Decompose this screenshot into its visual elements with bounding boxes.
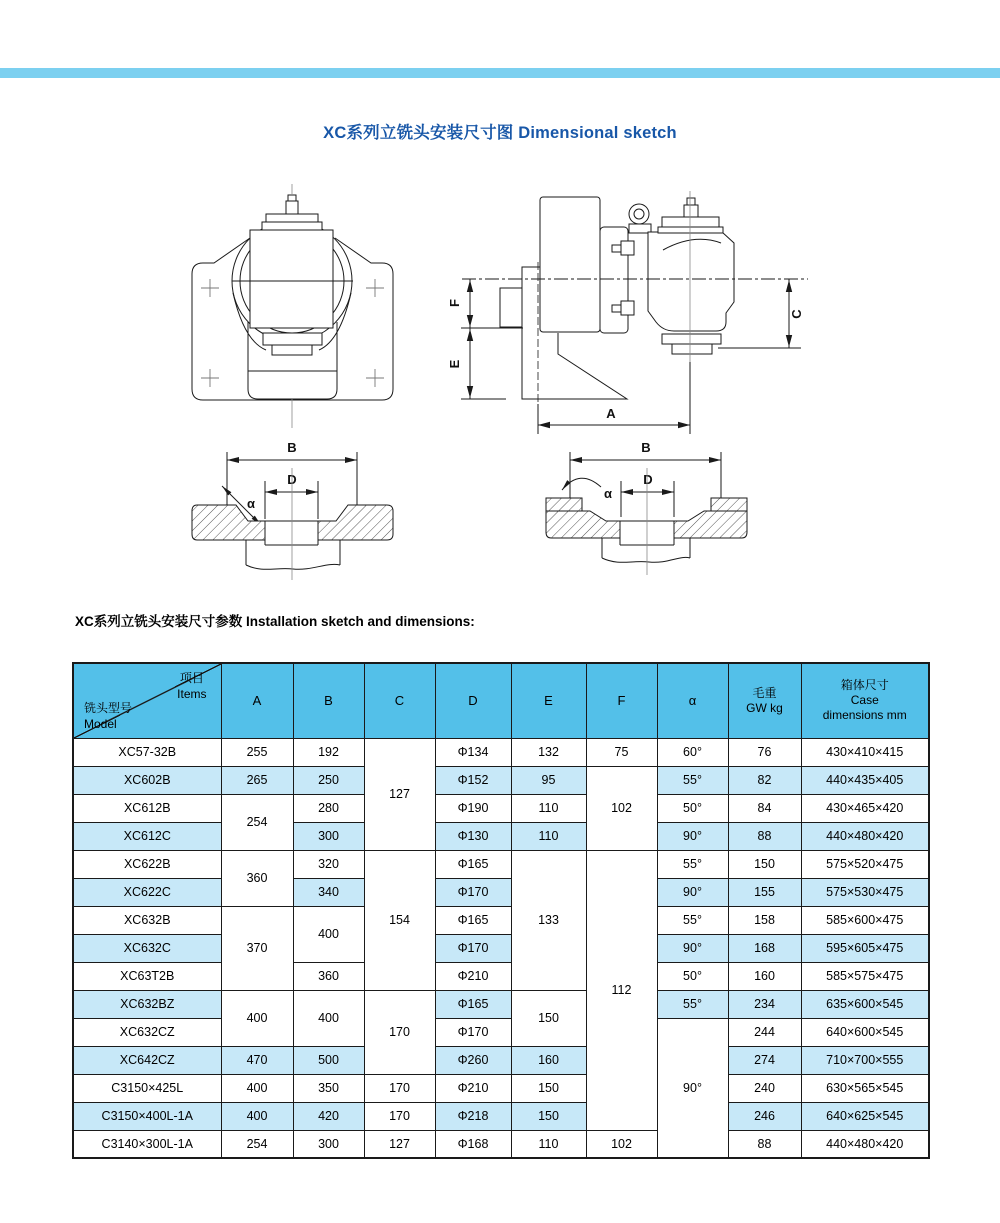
cell-e: 160 xyxy=(511,1046,586,1074)
model-cell: XC57-32B xyxy=(73,738,221,766)
model-cell: XC642CZ xyxy=(73,1046,221,1074)
column-header-label: E xyxy=(544,693,553,709)
cell-c: 170 xyxy=(364,990,435,1074)
cell-gw: 240 xyxy=(728,1074,801,1102)
cell-e: 133 xyxy=(511,850,586,990)
model-cell: C3150×400L-1A xyxy=(73,1102,221,1130)
column-header-label: D xyxy=(468,693,478,709)
corner-items-label: 项目 xyxy=(179,671,204,685)
cell-a: 254 xyxy=(221,794,293,850)
page-title: XC系列立铣头安装尺寸图 Dimensional sketch xyxy=(323,124,677,142)
cell-alpha: 55° xyxy=(657,766,728,794)
table-title: XC系列立铣头安装尺寸参数 Installation sketch and dimensions: xyxy=(75,614,475,629)
cell-c: 154 xyxy=(364,850,435,990)
table-row xyxy=(73,794,929,822)
cell-case: 575×520×475 xyxy=(801,850,929,878)
cell-a: 254 xyxy=(221,1130,293,1158)
cell-case: 430×465×420 xyxy=(801,794,929,822)
cell-b: 350 xyxy=(293,1074,364,1102)
cell-e: 150 xyxy=(511,1074,586,1102)
cell-b: 300 xyxy=(293,822,364,850)
dimensional-sketch xyxy=(150,175,850,605)
table-row xyxy=(73,934,929,962)
column-header xyxy=(801,663,929,738)
cell-b: 500 xyxy=(293,1046,364,1074)
cell-alpha: 55° xyxy=(657,990,728,1018)
column-header xyxy=(293,663,364,738)
table-row xyxy=(73,766,929,794)
model-cell: XC63T2B xyxy=(73,962,221,990)
model-cell: C3150×425L xyxy=(73,1074,221,1102)
cell-d: Φ190 xyxy=(435,794,511,822)
cell-case: 440×435×405 xyxy=(801,766,929,794)
table-row xyxy=(73,1074,929,1102)
cell-d: Φ170 xyxy=(435,934,511,962)
cell-e: 110 xyxy=(511,1130,586,1158)
side-view-drawing xyxy=(462,191,808,404)
model-cell: XC622B xyxy=(73,850,221,878)
cell-alpha: 55° xyxy=(657,850,728,878)
cell-case: 430×410×415 xyxy=(801,738,929,766)
dim-label-a: A xyxy=(606,406,616,421)
cell-d: Φ168 xyxy=(435,1130,511,1158)
dim-label-f: F xyxy=(447,299,462,307)
cell-f: 102 xyxy=(586,1130,657,1158)
cell-d: Φ218 xyxy=(435,1102,511,1130)
table-row xyxy=(73,850,929,878)
table-row xyxy=(73,1046,929,1074)
cell-c: 127 xyxy=(364,738,435,850)
column-header-label: B xyxy=(324,693,333,709)
cell-gw: 82 xyxy=(728,766,801,794)
dim-label-b-left: B xyxy=(287,440,297,455)
table-row xyxy=(73,822,929,850)
cell-gw: 274 xyxy=(728,1046,801,1074)
cell-case: 635×600×545 xyxy=(801,990,929,1018)
cell-b: 400 xyxy=(293,990,364,1046)
cell-a: 370 xyxy=(221,906,293,990)
cell-gw: 234 xyxy=(728,990,801,1018)
model-cell: XC612B xyxy=(73,794,221,822)
cell-d: Φ152 xyxy=(435,766,511,794)
cell-b: 400 xyxy=(293,906,364,962)
cell-gw: 155 xyxy=(728,878,801,906)
model-cell: XC632BZ xyxy=(73,990,221,1018)
column-header xyxy=(728,663,801,738)
cell-case: 585×575×475 xyxy=(801,962,929,990)
cell-d: Φ170 xyxy=(435,878,511,906)
cell-d: Φ165 xyxy=(435,990,511,1018)
table-row xyxy=(73,906,929,934)
cell-gw: 168 xyxy=(728,934,801,962)
dim-label-d-left: D xyxy=(287,472,297,487)
column-header-label: GW kg xyxy=(746,700,783,715)
cell-e: 150 xyxy=(511,990,586,1046)
cell-alpha: 50° xyxy=(657,962,728,990)
cell-b: 420 xyxy=(293,1102,364,1130)
model-cell: XC632CZ xyxy=(73,1018,221,1046)
table-body xyxy=(73,738,929,1158)
cell-c: 170 xyxy=(364,1102,435,1130)
cell-a: 470 xyxy=(221,1046,293,1074)
cell-alpha: 50° xyxy=(657,794,728,822)
top-accent-bar xyxy=(0,68,1000,78)
cell-d: Φ134 xyxy=(435,738,511,766)
model-cell: XC612C xyxy=(73,822,221,850)
cell-alpha: 60° xyxy=(657,738,728,766)
dim-label-d-right: D xyxy=(643,472,653,487)
table-row xyxy=(73,990,929,1018)
column-header xyxy=(511,663,586,738)
table-row xyxy=(73,878,929,906)
cell-e: 95 xyxy=(511,766,586,794)
cell-a: 360 xyxy=(221,850,293,906)
cell-e: 150 xyxy=(511,1102,586,1130)
cell-b: 192 xyxy=(293,738,364,766)
dimensions-table xyxy=(72,662,930,1159)
cell-e: 110 xyxy=(511,822,586,850)
cell-b: 360 xyxy=(293,962,364,990)
cell-gw: 244 xyxy=(728,1018,801,1046)
cell-d: Φ210 xyxy=(435,962,511,990)
table-row xyxy=(73,962,929,990)
column-header xyxy=(586,663,657,738)
cell-case: 595×605×475 xyxy=(801,934,929,962)
model-cell: XC632C xyxy=(73,934,221,962)
column-header xyxy=(657,663,728,738)
cell-d: Φ165 xyxy=(435,906,511,934)
corner-model-label: Model xyxy=(84,716,117,731)
column-header-label: 箱体尺寸 xyxy=(840,678,889,693)
cell-b: 280 xyxy=(293,794,364,822)
cell-c: 170 xyxy=(364,1074,435,1102)
column-header-label: dimensions mm xyxy=(822,708,907,723)
cell-a: 400 xyxy=(221,1074,293,1102)
dim-label-alpha-left: α xyxy=(247,496,255,511)
column-header-label: C xyxy=(394,693,405,709)
column-header-label: 毛重 xyxy=(752,685,777,700)
cell-case: 630×565×545 xyxy=(801,1074,929,1102)
model-cell: C3140×300L-1A xyxy=(73,1130,221,1158)
cell-b: 320 xyxy=(293,850,364,878)
cell-alpha: 90° xyxy=(657,1018,728,1158)
cell-f: 112 xyxy=(586,850,657,1130)
cell-a: 255 xyxy=(221,738,293,766)
cell-b: 300 xyxy=(293,1130,364,1158)
cell-gw: 84 xyxy=(728,794,801,822)
cross-section-left xyxy=(192,440,393,580)
cell-case: 440×480×420 xyxy=(801,1130,929,1158)
cell-d: Φ165 xyxy=(435,850,511,878)
cell-case: 575×530×475 xyxy=(801,878,929,906)
column-header xyxy=(221,663,293,738)
dim-label-b-right: B xyxy=(641,440,651,455)
column-header xyxy=(364,663,435,738)
dim-label-c: C xyxy=(789,309,804,319)
cell-d: Φ210 xyxy=(435,1074,511,1102)
cross-section-right xyxy=(546,440,747,575)
column-header xyxy=(435,663,511,738)
cell-gw: 158 xyxy=(728,906,801,934)
dim-label-e: E xyxy=(447,359,462,369)
table-row xyxy=(73,1018,929,1046)
table-row xyxy=(73,1130,929,1158)
cell-gw: 160 xyxy=(728,962,801,990)
cell-f: 102 xyxy=(586,766,657,850)
cell-gw: 150 xyxy=(728,850,801,878)
cell-alpha: 90° xyxy=(657,878,728,906)
cell-case: 440×480×420 xyxy=(801,822,929,850)
column-header-label: F xyxy=(617,693,626,709)
cell-case: 640×625×545 xyxy=(801,1102,929,1130)
table-row xyxy=(73,738,929,766)
cell-case: 710×700×555 xyxy=(801,1046,929,1074)
cell-d: Φ260 xyxy=(435,1046,511,1074)
cell-c: 127 xyxy=(364,1130,435,1158)
cell-a: 400 xyxy=(221,990,293,1046)
model-cell: XC632B xyxy=(73,906,221,934)
cell-gw: 88 xyxy=(728,822,801,850)
cell-case: 585×600×475 xyxy=(801,906,929,934)
cell-case: 640×600×545 xyxy=(801,1018,929,1046)
cell-gw: 246 xyxy=(728,1102,801,1130)
cell-e: 110 xyxy=(511,794,586,822)
model-cell: XC602B xyxy=(73,766,221,794)
table-header-row xyxy=(73,663,929,738)
corner-model-label: 铣头型号 xyxy=(84,701,133,716)
table-corner-cell xyxy=(73,663,221,738)
cell-d: Φ170 xyxy=(435,1018,511,1046)
cell-b: 340 xyxy=(293,878,364,906)
cell-e: 132 xyxy=(511,738,586,766)
table-head xyxy=(73,663,929,738)
cell-alpha: 90° xyxy=(657,934,728,962)
dim-label-alpha-right: α xyxy=(604,486,612,501)
column-header-label: A xyxy=(252,693,262,709)
column-header-label: Case xyxy=(850,693,879,708)
table-row xyxy=(73,1102,929,1130)
column-header-label: α xyxy=(688,693,697,709)
cell-alpha: 55° xyxy=(657,906,728,934)
cell-gw: 76 xyxy=(728,738,801,766)
front-view-drawing xyxy=(192,184,393,428)
cell-a: 265 xyxy=(221,766,293,794)
cell-f: 75 xyxy=(586,738,657,766)
model-cell: XC622C xyxy=(73,878,221,906)
cell-a: 400 xyxy=(221,1102,293,1130)
cell-d: Φ130 xyxy=(435,822,511,850)
corner-items-label: Items xyxy=(177,686,207,701)
cell-b: 250 xyxy=(293,766,364,794)
cell-gw: 88 xyxy=(728,1130,801,1158)
cell-alpha: 90° xyxy=(657,822,728,850)
